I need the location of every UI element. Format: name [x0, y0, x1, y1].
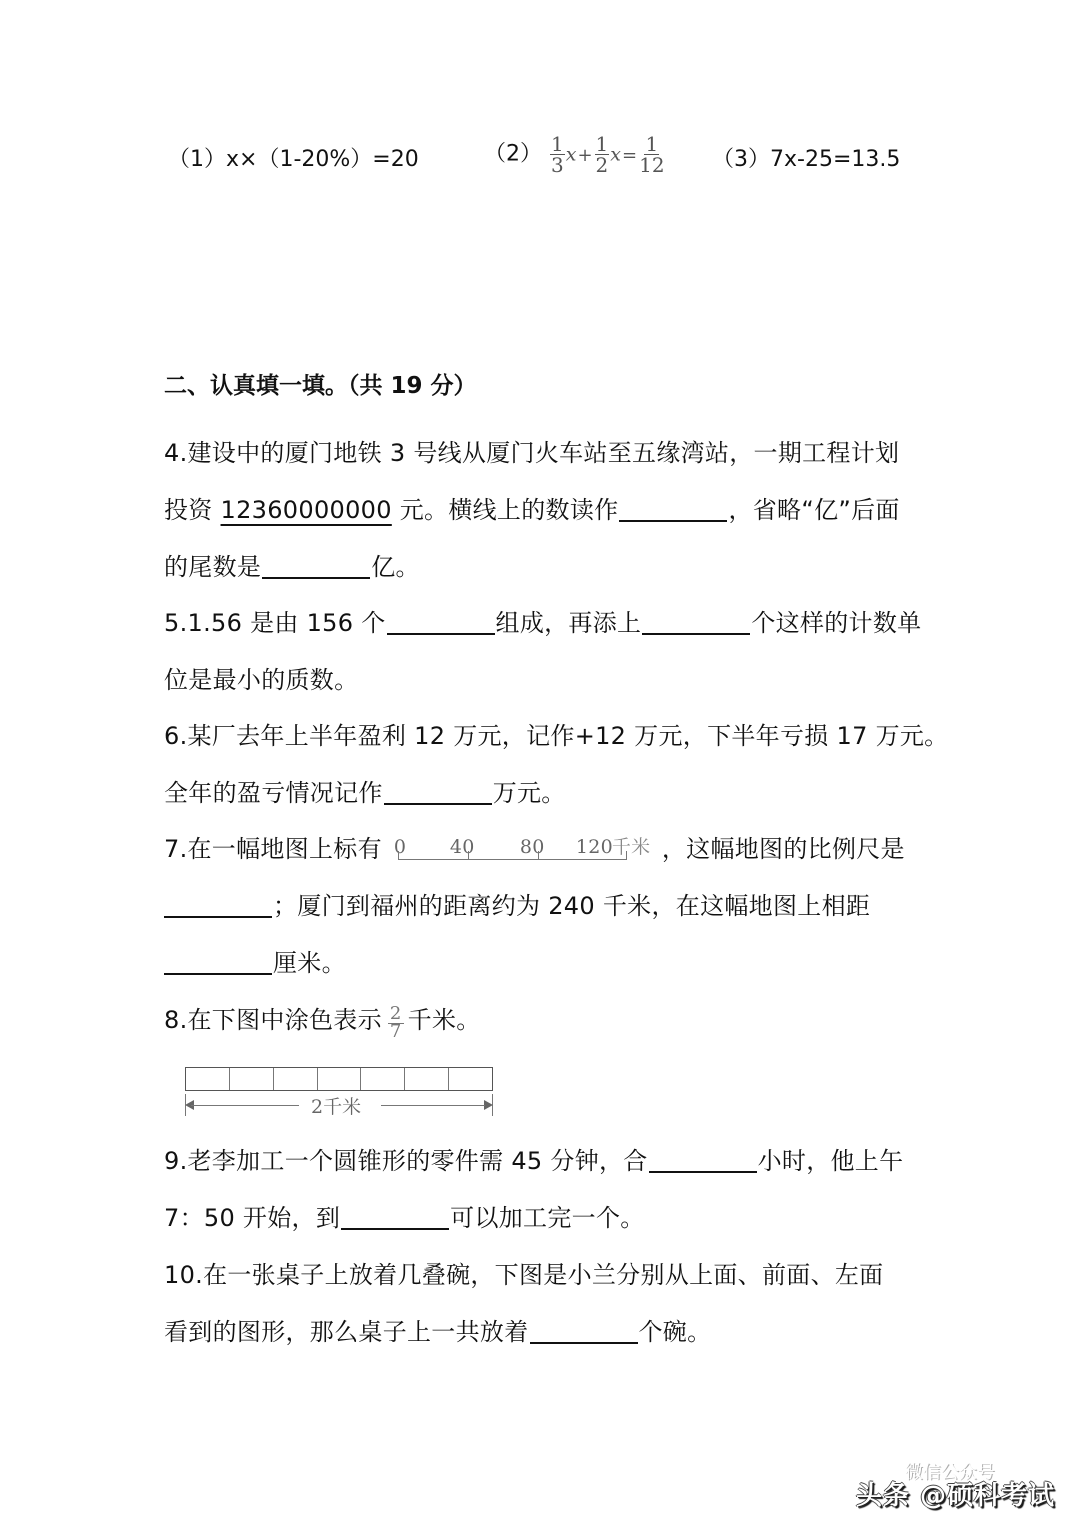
question-8-line-1 — [164, 1003, 481, 1042]
scale-unit: 千米 — [611, 836, 651, 858]
question-10-line-2 — [164, 1316, 711, 1348]
fraction-two-sevenths — [388, 1003, 404, 1042]
answer-blank[interactable] — [384, 781, 492, 805]
map-scale-bar — [390, 833, 662, 865]
scale-tick-label: 40 — [449, 836, 475, 858]
numerator: 2 — [389, 1003, 402, 1024]
equation-1 — [168, 142, 419, 178]
scale-tick — [626, 851, 627, 860]
text: 全年的盈亏情况记作 — [164, 779, 383, 807]
equation-3 — [712, 142, 900, 178]
bar-segment[interactable] — [405, 1068, 449, 1090]
text: 5.1.56 是由 156 个 — [164, 609, 386, 637]
numerator: 1 — [645, 132, 659, 156]
watermark: 头条 @硕科考试 — [856, 1481, 1056, 1511]
text: 看到的图形，那么桌子上一共放着 — [164, 1318, 529, 1346]
denominator: 7 — [389, 1021, 402, 1042]
question-5-line-2: 位是最小的质数。 — [164, 666, 359, 694]
question-7-line-3 — [164, 947, 346, 979]
bar-segment[interactable] — [361, 1068, 405, 1090]
variable-x: x — [610, 143, 621, 166]
scale-tick — [468, 851, 469, 860]
bar-segment[interactable] — [274, 1068, 318, 1090]
denominator: 12 — [639, 153, 665, 177]
dimension-line-right — [381, 1105, 485, 1106]
numerator: 1 — [595, 132, 609, 156]
bar-segment[interactable] — [449, 1068, 492, 1090]
text: 可以加工完一个。 — [450, 1204, 645, 1232]
equation-2 — [484, 134, 666, 175]
scale-tick — [538, 851, 539, 860]
plus-sign: + — [577, 144, 593, 166]
scale-tick-label: 0 — [393, 836, 407, 858]
question-7-line-1 — [164, 833, 905, 865]
question-4-line-1: 4.建设中的厦门地铁 3 号线从厦门火车站至五缘湾站，一期工程计划 — [164, 439, 900, 467]
equals-sign: = — [622, 144, 638, 166]
equation-3-label: （3） — [712, 147, 770, 172]
answer-blank[interactable] — [164, 894, 272, 918]
variable-x: x — [565, 143, 577, 166]
fraction-one-half — [595, 134, 610, 175]
text: ；厦门到福州的距离约为 240 千米，在这幅地图上相距 — [273, 892, 871, 920]
section-title: 二、认真填一填。（共 19 分） — [164, 373, 477, 399]
question-6-line-2 — [164, 777, 566, 809]
dimension-label: 2千米 — [311, 1096, 362, 1118]
scale-tick-label: 120 — [575, 836, 614, 858]
text: ，这幅地图的比例尺是 — [661, 835, 905, 863]
text: 个这样的计数单 — [751, 609, 922, 637]
equation-3-text: 7x-25=13.5 — [770, 147, 901, 172]
question-6-line-1: 6.某厂去年上半年盈利 12 万元，记作+12 万元，下半年亏损 17 万元。 — [164, 722, 949, 750]
text: 投资 — [164, 496, 221, 524]
equation-1-text: x×（1-20%）=20 — [226, 147, 419, 172]
question-5-line-1 — [164, 607, 921, 639]
text: 小时，他上午 — [757, 1147, 904, 1175]
text: 厘米。 — [273, 949, 346, 977]
arrow-right-icon — [484, 1100, 493, 1110]
answer-blank[interactable] — [642, 611, 750, 635]
answer-blank[interactable] — [164, 951, 272, 975]
text: 万元。 — [492, 779, 566, 807]
denominator: 2 — [595, 153, 609, 177]
text: 7：50 开始，到 — [164, 1204, 341, 1232]
text: 8.在下图中涂色表示 — [164, 1006, 382, 1034]
equation-1-label: （1） — [168, 147, 226, 172]
answer-blank[interactable] — [387, 611, 495, 635]
answer-blank[interactable] — [649, 1149, 757, 1173]
fraction-one-third — [550, 134, 565, 175]
bar-segment[interactable] — [230, 1068, 274, 1090]
text: ，省略“亿”后面 — [728, 496, 900, 524]
question-10-line-1: 10.在一张桌子上放着几叠碗，下图是小兰分别从上面、前面、左面 — [164, 1261, 884, 1289]
answer-blank[interactable] — [530, 1320, 638, 1344]
text: 个碗。 — [638, 1318, 712, 1346]
text: 9.老李加工一个圆锥形的零件需 45 分钟，合 — [164, 1147, 648, 1175]
segmented-bar-figure — [185, 1067, 493, 1091]
text: 千米。 — [407, 1006, 481, 1034]
numerator: 1 — [551, 132, 564, 156]
text: 的尾数是 — [164, 553, 262, 581]
fraction-one-twelfth — [639, 134, 664, 175]
denominator: 3 — [551, 153, 564, 177]
text: 组成，再添上 — [495, 609, 642, 637]
scale-tick-label: 80 — [519, 836, 545, 858]
dimension-line-left — [191, 1105, 299, 1106]
scale-tick — [398, 851, 399, 860]
watermark-sub: 微信公众号 — [905, 1462, 995, 1483]
question-4-line-3 — [164, 551, 420, 583]
underlined-number: 12360000000 — [220, 496, 392, 524]
scale-baseline — [398, 859, 626, 860]
equation-2-label: （2） — [484, 141, 542, 167]
bar-segment[interactable] — [318, 1068, 362, 1090]
dimension-line — [183, 1094, 495, 1118]
question-4-line-2 — [164, 494, 900, 526]
question-9-line-2 — [164, 1202, 645, 1234]
answer-blank[interactable] — [619, 498, 727, 522]
bar-segment[interactable] — [186, 1068, 230, 1090]
text: 亿。 — [371, 553, 420, 581]
question-7-line-2 — [164, 890, 870, 922]
answer-blank[interactable] — [341, 1206, 449, 1230]
text: 元。横线上的数读作 — [391, 496, 619, 524]
question-9-line-1 — [164, 1145, 903, 1177]
text: 7.在一幅地图上标有 — [164, 835, 382, 863]
answer-blank[interactable] — [262, 555, 370, 579]
